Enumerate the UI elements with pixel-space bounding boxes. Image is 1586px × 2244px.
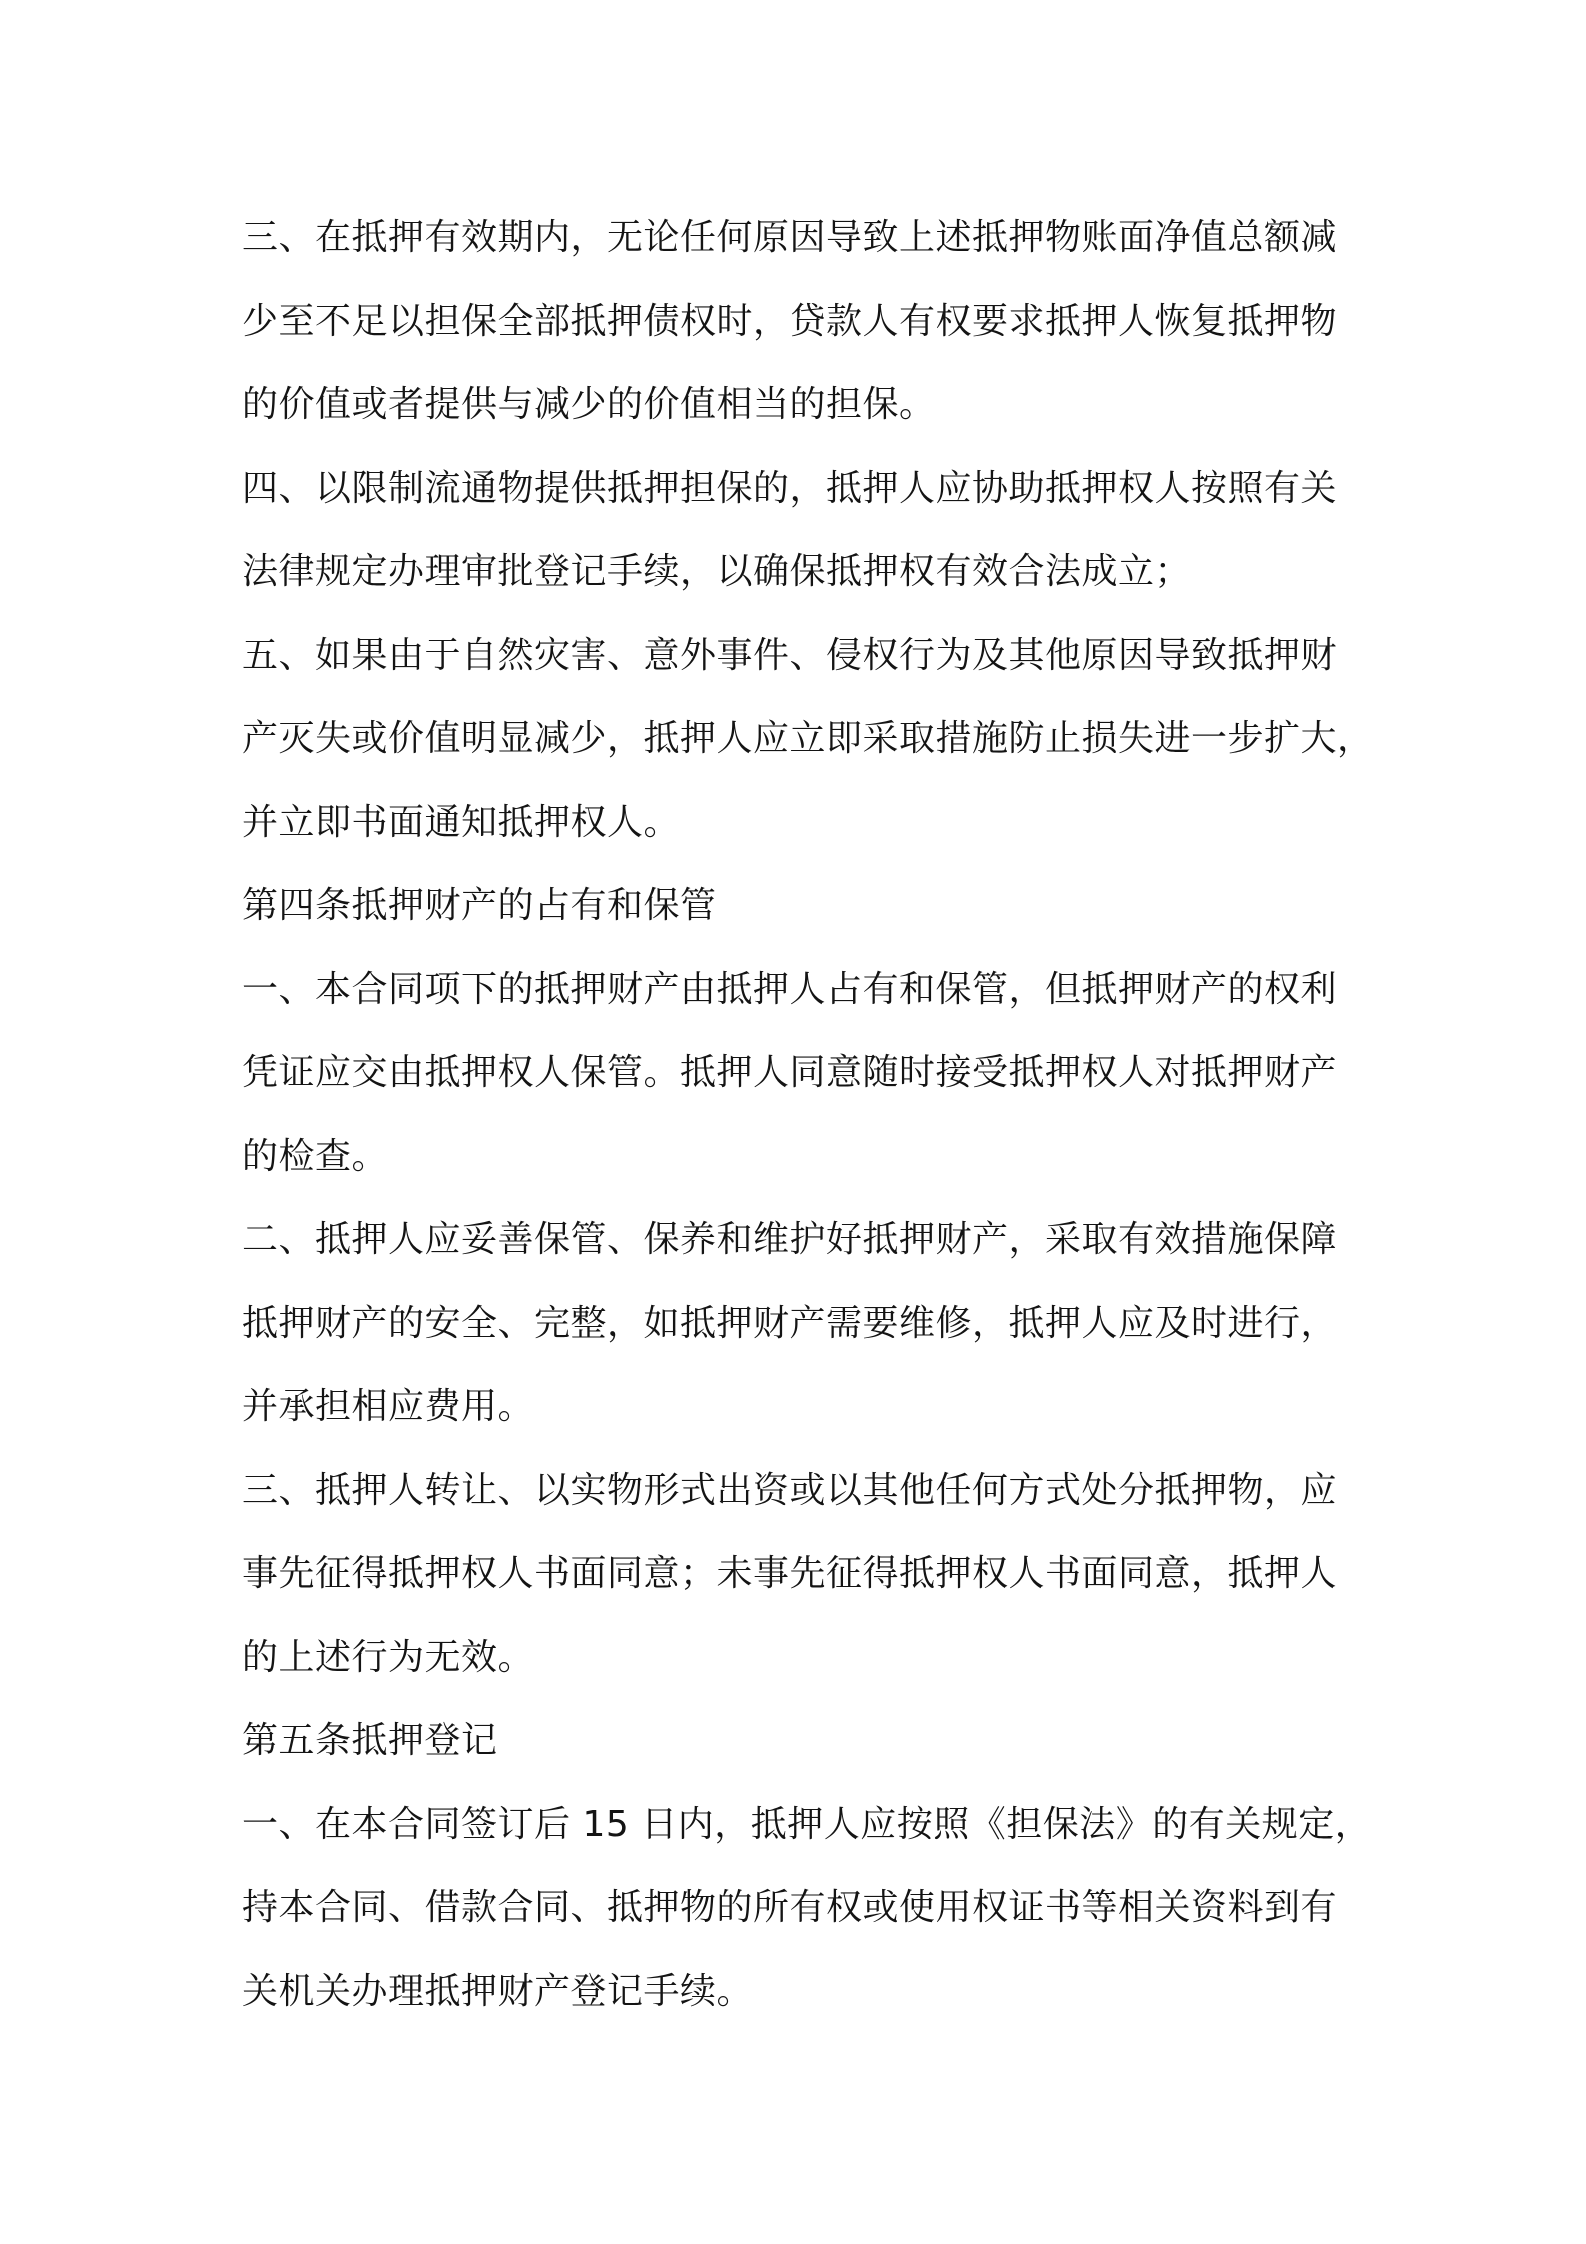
article-4-clause-2-line-3: 并承担相应费用。 <box>242 1386 535 1427</box>
article-4-clause-3-line-2: 事先征得抵押权人书面同意；未事先征得抵押权人书面同意，抵押人 <box>242 1553 1338 1594</box>
article-5-clause-1-line-2: 持本合同、借款合同、抵押物的所有权或使用权证书等相关资料到有 <box>242 1887 1338 1928</box>
clause-5-line-2: 产灭失或价值明显减少，抵押人应立即采取措施防止损失进一步扩大， <box>242 718 1374 759</box>
article-4-clause-1-line-1: 一、本合同项下的抵押财产由抵押人占有和保管，但抵押财产的权利 <box>242 968 1338 1010</box>
article-4-clause-3-line-3: 的上述行为无效。 <box>242 1636 535 1678</box>
clause-4-line-1: 四、以限制流通物提供抵押担保的，抵押人应协助抵押权人按照有关 <box>242 467 1338 509</box>
article-5-heading: 第五条抵押登记 <box>242 1720 498 1761</box>
article-5-clause-1-line-1: 一、在本合同签订后 15 日内，抵押人应按照《担保法》的有关规定， <box>242 1803 1372 1845</box>
article-4-clause-1-line-2: 凭证应交由抵押权人保管。抵押人同意随时接受抵押权人对抵押财产 <box>242 1052 1338 1093</box>
article-4-clause-3-line-1: 三、抵押人转让、以实物形式出资或以其他任何方式处分抵押物，应 <box>242 1469 1338 1511</box>
clause-5-line-3: 并立即书面通知抵押权人。 <box>242 801 681 843</box>
document-body <box>242 196 1374 2033</box>
article-5-clause-1-line-3: 关机关办理抵押财产登记手续。 <box>242 1970 754 2012</box>
clause-5-line-1: 五、如果由于自然灾害、意外事件、侵权行为及其他原因导致抵押财 <box>242 634 1338 676</box>
clause-4-line-2: 法律规定办理审批登记手续，以确保抵押权有效合法成立； <box>242 551 1192 592</box>
article-4-clause-2-line-2: 抵押财产的安全、完整，如抵押财产需要维修，抵押人应及时进行， <box>242 1302 1338 1344</box>
article-4-clause-2-line-1: 二、抵押人应妥善保管、保养和维护好抵押财产，采取有效措施保障 <box>242 1219 1338 1260</box>
article-4-heading: 第四条抵押财产的占有和保管 <box>242 885 717 926</box>
article-4-clause-1-line-3: 的检查。 <box>242 1135 389 1177</box>
clause-3-line-2: 少至不足以担保全部抵押债权时，贷款人有权要求抵押人恢复抵押物 <box>242 300 1338 342</box>
clause-3-line-3: 的价值或者提供与减少的价值相当的担保。 <box>242 384 936 425</box>
clause-3-line-1: 三、在抵押有效期内，无论任何原因导致上述抵押物账面净值总额减 <box>242 217 1338 258</box>
